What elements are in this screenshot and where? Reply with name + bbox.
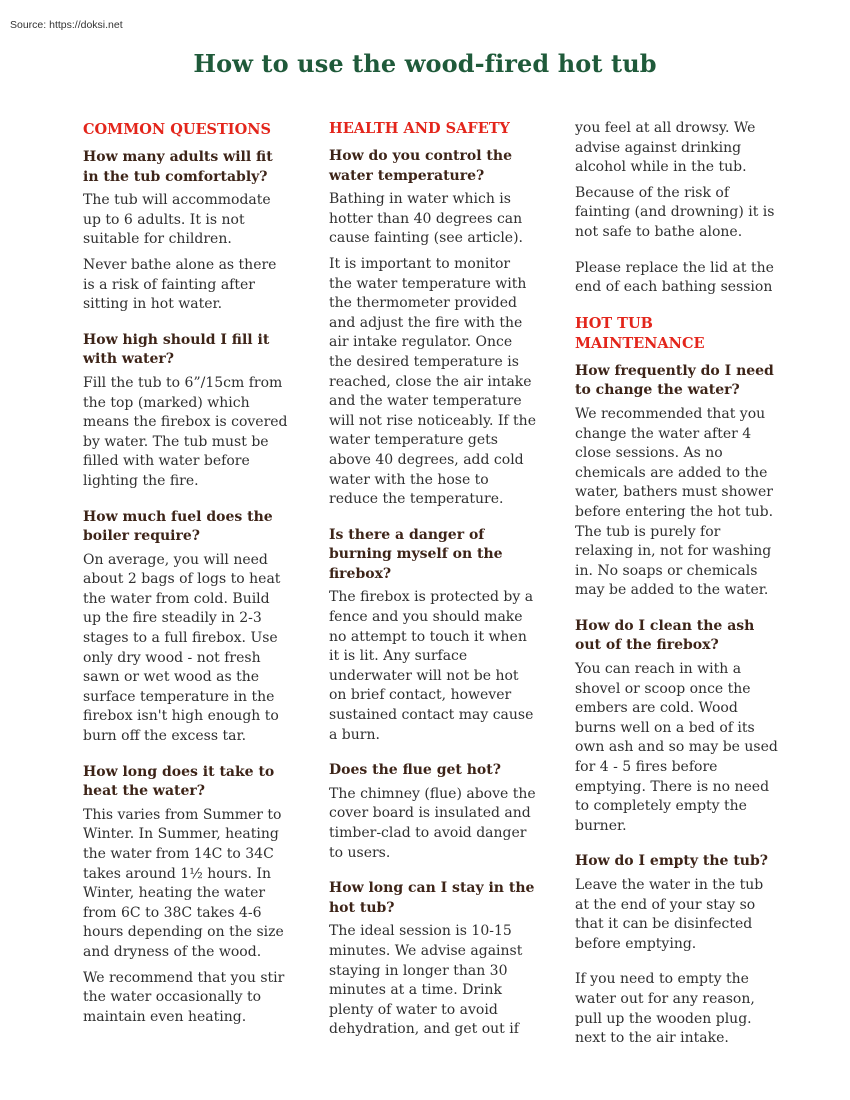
column-health-safety bbox=[329, 119, 537, 1046]
answer-paragraph: Because of the risk of fainting (and drowning) it is not safe to bathe alone. bbox=[575, 184, 775, 240]
section-heading-common-questions: COMMON QUESTIONS bbox=[83, 121, 271, 138]
question-heat-time: How long does it take to heat the water? bbox=[83, 763, 275, 800]
answer-paragraph: The ideal session is 10-15 minutes. We advise against staying in longer than 30 minutes at a time. Drink plenty of water to avoid dehydration, and get out if bbox=[329, 923, 523, 1038]
answer-paragraph: The tub will accommodate up to 6 adults. It is not suitable for children. bbox=[83, 192, 271, 248]
section-heading-health-safety: HEALTH AND SAFETY bbox=[329, 120, 510, 137]
column-maintenance bbox=[575, 119, 780, 1055]
answer-paragraph: On average, you will need about 2 bags of logs to heat the water from cold. Build up the fire steadily in 2-3 stages to a full firebox. Use only dry wood - not fresh sawn or wet wood as the surface temperature in the firebox isn't high enough to burn off the excess tar. bbox=[83, 551, 281, 745]
question-flue-hot: Does the flue get hot? bbox=[329, 762, 501, 779]
answer-paragraph: Never bathe alone as there is a risk of fainting after sitting in hot water. bbox=[83, 256, 277, 313]
question-control-temperature: How do you control the water temperature? bbox=[329, 148, 512, 184]
question-fuel: How much fuel does the boiler require? bbox=[83, 508, 273, 545]
question-stay-duration: How long can I stay in the hot tub? bbox=[329, 880, 535, 916]
answer-paragraph: Fill the tub to 6”/15cm from the top (marked) which means the firebox is covered by water. The tub must be filled with water before lighting the fire. bbox=[83, 374, 288, 489]
question-adults-fit: How many adults will fit in the tub comfortably? bbox=[83, 149, 273, 185]
question-burning-danger: Is there a danger of burning myself on the firebox? bbox=[329, 526, 503, 582]
answer-paragraph: If you need to empty the water out for any reason, pull up the wooden plug. next to the air intake. bbox=[575, 971, 755, 1047]
answer-paragraph: The firebox is protected by a fence and you should make no attempt to touch it when it is lit. Any surface underwater will not be hot on brief contact, however sustained contact may cause a burn. bbox=[329, 589, 534, 743]
question-fill-height: How high should I fill it with water? bbox=[83, 331, 270, 368]
answer-paragraph: It is important to monitor the water temperature with the thermometer provided and adjust the fire with the air intake regulator. Once the desired temperature is reached, close the air intake and the water temperature will not rise noticeably. If the water temperature gets above 40 degrees, add cold water with the hose to reduce the temperature. bbox=[329, 255, 536, 508]
answer-paragraph: you feel at all drowsy. We advise against drinking alcohol while in the tub. bbox=[575, 120, 756, 176]
section-heading-maintenance: HOT TUB MAINTENANCE bbox=[575, 314, 705, 352]
answer-paragraph: Leave the water in the tub at the end of your stay so that it can be disinfected before emptying. bbox=[575, 877, 764, 952]
answer-paragraph: Please replace the lid at the end of each bathing session bbox=[575, 259, 774, 296]
answer-paragraph: This varies from Summer to Winter. In Summer, heating the water from 14C to 34C takes around 1½ hours. In Winter, heating the water from 6C to 38C takes 4-6 hours depending on the size and dryness of the wood. bbox=[83, 806, 284, 960]
question-clean-ash: How do I clean the ash out of the firebox? bbox=[575, 617, 755, 654]
answer-paragraph: Bathing in water which is hotter than 40 degrees can cause fainting (see article). bbox=[329, 191, 524, 247]
answer-paragraph: The chimney (flue) above the cover board is insulated and timber-clad to avoid danger to users. bbox=[329, 785, 536, 861]
answer-paragraph: You can reach in with a shovel or scoop once the embers are cold. Wood burns well on a bed of its own ash and so may be used for 4 - 5 fires before emptying. There is no need to completely empty the burner. bbox=[575, 661, 778, 834]
column-common-questions bbox=[83, 120, 291, 1033]
answer-paragraph: We recommend that you stir the water occasionally to maintain even heating. bbox=[83, 969, 285, 1025]
question-change-water: How frequently do I need to change the water? bbox=[575, 362, 774, 399]
source-label: Source: https://doksi.net bbox=[10, 19, 123, 31]
answer-paragraph: We recommended that you change the water after 4 close sessions. As no chemicals are added to the water, bathers must shower before entering the hot tub. The tub is purely for relaxing in, not for washing in. No soaps or chemicals may be added to the water. bbox=[575, 405, 774, 599]
question-empty-tub: How do I empty the tub? bbox=[575, 853, 768, 870]
page-title: How to use the wood-fired hot tub bbox=[193, 49, 657, 78]
